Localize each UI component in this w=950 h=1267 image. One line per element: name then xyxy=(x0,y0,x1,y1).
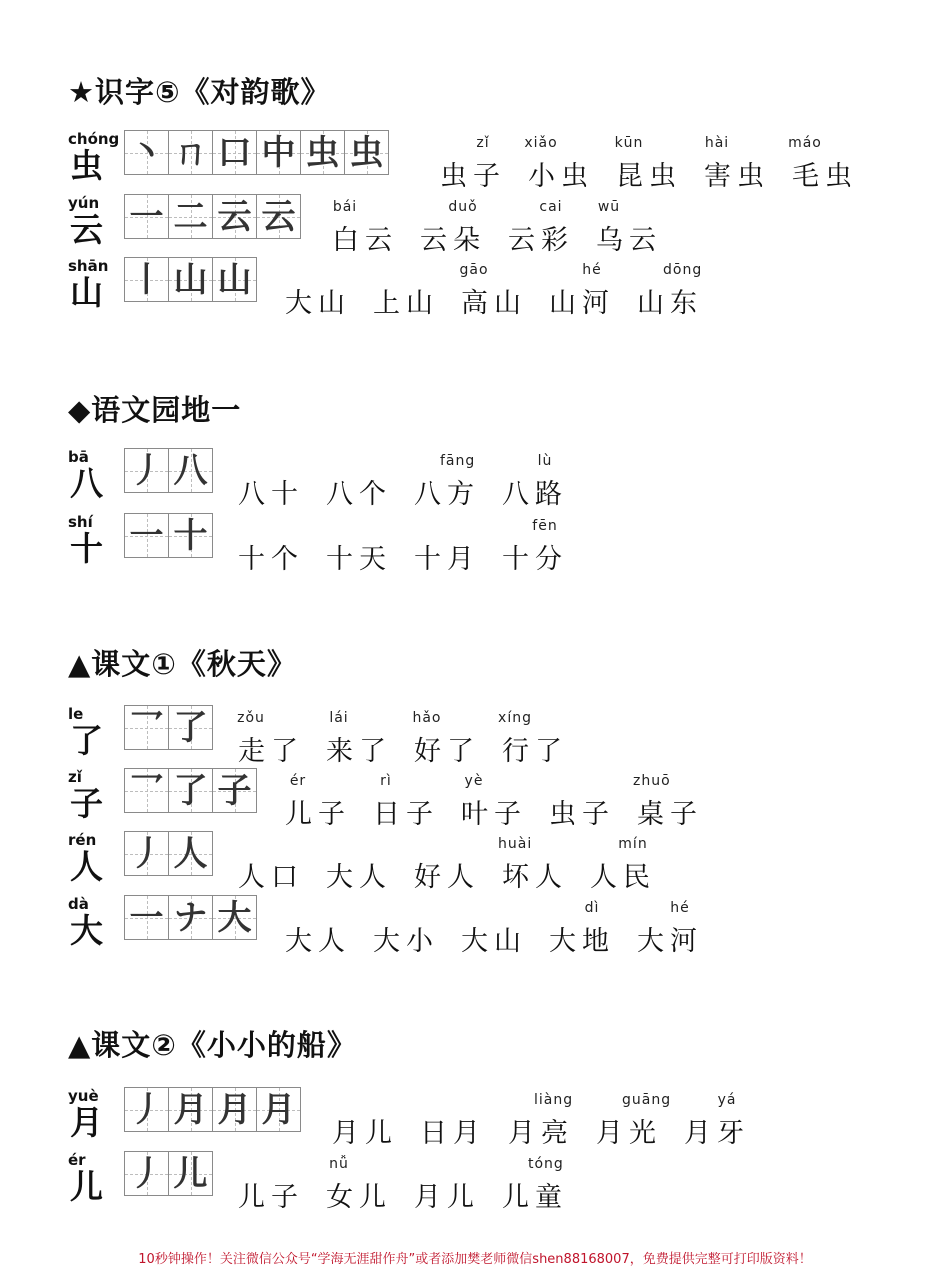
word-item xyxy=(420,1111,486,1150)
word-text: 上山 xyxy=(373,288,439,319)
stroke-step: ㄇ xyxy=(173,132,208,173)
word-text: 乌云 xyxy=(596,225,662,256)
char-main: 大 xyxy=(70,911,103,950)
word-list xyxy=(285,773,725,831)
stroke-cell xyxy=(124,257,169,302)
word-item xyxy=(414,453,480,511)
char-pinyin: zǐ xyxy=(68,768,82,786)
word-text: 大山 xyxy=(285,288,351,319)
word-item xyxy=(285,281,351,320)
char-main: 云 xyxy=(70,210,103,249)
stroke-cell xyxy=(124,895,169,940)
stroke-step: 丿 xyxy=(129,833,164,874)
word-text: 女儿 xyxy=(326,1182,392,1213)
word-pinyin: dì xyxy=(584,900,600,916)
stroke-step: 十 xyxy=(173,515,208,556)
section-title: ★识字⑤《对韵歌》 xyxy=(68,75,331,109)
char-pinyin: shān xyxy=(68,257,109,275)
word-pinyin: rì xyxy=(380,773,392,789)
word-list xyxy=(285,262,725,320)
stroke-grid xyxy=(124,768,256,813)
stroke-step: 虫 xyxy=(305,132,340,173)
stroke-step: 山 xyxy=(217,259,252,300)
word-item xyxy=(508,199,574,257)
word-text: 坏人 xyxy=(502,862,568,893)
word-list xyxy=(285,900,725,958)
word-pinyin: yè xyxy=(464,773,484,789)
word-text: 大山 xyxy=(461,926,527,957)
stroke-cell xyxy=(168,705,213,750)
stroke-cell xyxy=(168,1087,213,1132)
word-text: 叶子 xyxy=(461,799,527,830)
word-pinyin: hài xyxy=(704,135,730,151)
word-item xyxy=(590,836,656,894)
word-item xyxy=(502,518,568,576)
stroke-step: 大 xyxy=(217,897,252,938)
char-row xyxy=(68,194,948,262)
stroke-cell xyxy=(124,513,169,558)
char-row xyxy=(68,768,948,836)
word-pinyin: máo xyxy=(788,135,822,151)
word-item xyxy=(704,135,770,193)
stroke-cell xyxy=(124,1151,169,1196)
char-pinyin: yuè xyxy=(68,1087,99,1105)
word-text: 日子 xyxy=(373,799,439,830)
stroke-grid xyxy=(124,705,212,750)
word-list xyxy=(238,453,590,511)
word-pinyin: kūn xyxy=(614,135,644,151)
word-item xyxy=(524,135,594,193)
word-text: 大地 xyxy=(549,926,615,957)
word-item xyxy=(285,773,351,831)
word-item xyxy=(414,855,480,894)
stroke-cell xyxy=(212,768,257,813)
word-item xyxy=(332,199,398,257)
stroke-cell xyxy=(168,768,213,813)
word-list xyxy=(238,836,678,894)
word-item xyxy=(461,773,527,831)
stroke-step: 丿 xyxy=(129,1089,164,1130)
stroke-step: 丿 xyxy=(129,1153,164,1194)
word-pinyin: hé xyxy=(670,900,690,916)
word-item xyxy=(373,919,439,958)
word-text: 白云 xyxy=(332,225,398,256)
stroke-grid xyxy=(124,831,212,876)
char-row xyxy=(68,1087,948,1155)
word-item xyxy=(549,792,615,831)
word-item xyxy=(412,710,480,768)
stroke-cell xyxy=(124,194,169,239)
char-pinyin: chóng xyxy=(68,130,120,148)
word-pinyin: mín xyxy=(618,836,648,852)
stroke-cell xyxy=(212,130,257,175)
word-text: 大小 xyxy=(373,926,439,957)
footer-notice: 10秒钟操作！关注微信公众号“学海无涯甜作舟”或者添加樊老师微信shen88168007，免费提供完整可打印版资料！ xyxy=(138,1252,812,1267)
word-item xyxy=(549,262,615,320)
stroke-cell xyxy=(256,130,301,175)
stroke-step: 了 xyxy=(173,707,208,748)
word-list xyxy=(332,1092,772,1150)
char-main: 十 xyxy=(70,529,103,568)
word-text: 儿童 xyxy=(502,1182,568,1213)
word-text: 十天 xyxy=(326,544,392,575)
stroke-grid xyxy=(124,513,212,558)
word-pinyin: hé xyxy=(582,262,602,278)
stroke-cell xyxy=(124,130,169,175)
word-pinyin: liàng xyxy=(534,1092,574,1108)
word-item xyxy=(498,710,568,768)
char-row xyxy=(68,513,948,581)
stroke-step: 丿 xyxy=(129,450,164,491)
word-text: 人民 xyxy=(590,862,656,893)
word-text: 月亮 xyxy=(508,1118,574,1149)
char-main: 山 xyxy=(70,273,103,312)
word-text: 桌子 xyxy=(637,799,703,830)
stroke-step: 儿 xyxy=(173,1153,208,1194)
word-text: 行了 xyxy=(502,736,568,767)
stroke-cell xyxy=(168,513,213,558)
word-item xyxy=(326,855,392,894)
word-text: 大河 xyxy=(637,926,703,957)
word-item xyxy=(238,1175,304,1214)
char-pinyin: rén xyxy=(68,831,97,849)
stroke-step: 一 xyxy=(129,897,164,938)
word-text: 来了 xyxy=(326,736,392,767)
word-pinyin: huài xyxy=(498,836,533,852)
stroke-cell xyxy=(168,831,213,876)
word-item xyxy=(508,1092,574,1150)
word-item xyxy=(637,262,703,320)
word-list xyxy=(238,518,590,576)
word-item xyxy=(326,1156,392,1214)
word-pinyin: zhuō xyxy=(633,773,671,789)
stroke-step: 月 xyxy=(217,1089,252,1130)
word-pinyin: yá xyxy=(717,1092,737,1108)
stroke-cell xyxy=(168,895,213,940)
word-pinyin: gāo xyxy=(459,262,489,278)
char-main: 了 xyxy=(70,721,103,760)
word-text: 八方 xyxy=(414,479,480,510)
word-text: 虫子 xyxy=(440,161,506,192)
word-item xyxy=(414,537,480,576)
char-row xyxy=(68,831,948,899)
word-item xyxy=(637,900,703,958)
stroke-cell xyxy=(124,1087,169,1132)
word-text: 害虫 xyxy=(704,161,770,192)
stroke-step: 子 xyxy=(217,770,252,811)
stroke-step: 月 xyxy=(261,1089,296,1130)
word-pinyin: xíng xyxy=(498,710,532,726)
stroke-step: 了 xyxy=(173,770,208,811)
stroke-cell xyxy=(344,130,389,175)
word-item xyxy=(326,537,392,576)
stroke-cell xyxy=(256,194,301,239)
char-main: 儿 xyxy=(70,1167,103,1206)
stroke-cell xyxy=(212,194,257,239)
stroke-cell xyxy=(168,448,213,493)
word-item xyxy=(238,855,304,894)
word-pinyin: wū xyxy=(597,199,621,215)
word-text: 云彩 xyxy=(508,225,574,256)
section-title: ▲课文②《小小的船》 xyxy=(68,1028,357,1062)
word-pinyin: tóng xyxy=(528,1156,564,1172)
word-pinyin: duǒ xyxy=(448,199,478,215)
stroke-step: 乛 xyxy=(129,707,164,748)
stroke-cell xyxy=(300,130,345,175)
word-item xyxy=(614,135,682,193)
word-text: 山河 xyxy=(549,288,615,319)
char-pinyin: le xyxy=(68,705,84,723)
stroke-grid xyxy=(124,257,256,302)
word-item xyxy=(440,135,506,193)
char-pinyin: dà xyxy=(68,895,89,913)
word-item xyxy=(237,710,304,768)
word-item xyxy=(633,773,703,831)
char-row xyxy=(68,448,948,516)
word-text: 好人 xyxy=(414,862,480,893)
word-text: 十个 xyxy=(238,544,304,575)
stroke-step: 月 xyxy=(173,1089,208,1130)
word-item xyxy=(414,1175,480,1214)
word-text: 虫子 xyxy=(549,799,615,830)
stroke-grid xyxy=(124,194,300,239)
stroke-step: 二 xyxy=(173,196,208,237)
word-text: 大人 xyxy=(285,926,351,957)
word-item xyxy=(238,472,304,511)
word-item xyxy=(549,900,615,958)
stroke-cell xyxy=(168,194,213,239)
word-item xyxy=(461,919,527,958)
char-row xyxy=(68,1151,948,1219)
word-item xyxy=(332,1111,398,1150)
word-text: 八路 xyxy=(502,479,568,510)
word-item xyxy=(326,472,392,511)
stroke-step: 云 xyxy=(261,196,296,237)
char-row xyxy=(68,257,948,325)
stroke-step: 丶 xyxy=(129,132,164,173)
word-text: 大人 xyxy=(326,862,392,893)
char-row xyxy=(68,130,948,198)
word-text: 昆虫 xyxy=(616,161,682,192)
word-list xyxy=(238,1156,590,1214)
stroke-grid xyxy=(124,895,256,940)
word-text: 十月 xyxy=(414,544,480,575)
word-text: 小虫 xyxy=(528,161,594,192)
word-item xyxy=(373,281,439,320)
word-pinyin: xiǎo xyxy=(524,135,558,151)
stroke-step: 中 xyxy=(261,132,296,173)
stroke-cell xyxy=(168,130,213,175)
stroke-step: 一 xyxy=(129,515,164,556)
stroke-cell xyxy=(168,257,213,302)
word-pinyin: bái xyxy=(332,199,358,215)
word-text: 儿子 xyxy=(238,1182,304,1213)
stroke-cell xyxy=(124,705,169,750)
word-text: 月儿 xyxy=(414,1182,480,1213)
word-text: 人口 xyxy=(238,862,304,893)
word-item xyxy=(502,453,568,511)
char-row xyxy=(68,705,948,773)
stroke-grid xyxy=(124,1151,212,1196)
stroke-step: ナ xyxy=(173,897,208,938)
word-list xyxy=(440,135,880,193)
stroke-step: 一 xyxy=(129,196,164,237)
word-item xyxy=(420,199,486,257)
stroke-grid xyxy=(124,1087,300,1132)
word-item xyxy=(326,710,392,768)
word-item xyxy=(684,1092,750,1150)
char-row xyxy=(68,895,948,963)
word-item xyxy=(238,537,304,576)
word-text: 毛虫 xyxy=(792,161,858,192)
char-main: 虫 xyxy=(70,146,103,185)
word-item xyxy=(596,1092,672,1150)
char-main: 子 xyxy=(70,784,103,823)
word-pinyin: ér xyxy=(289,773,307,789)
word-pinyin: guāng xyxy=(622,1092,672,1108)
word-text: 儿子 xyxy=(285,799,351,830)
word-text: 月光 xyxy=(596,1118,662,1149)
char-main: 八 xyxy=(70,464,103,503)
word-text: 日月 xyxy=(420,1118,486,1149)
word-text: 八个 xyxy=(326,479,392,510)
section-title: ▲课文①《秋天》 xyxy=(68,647,297,681)
word-pinyin: zǒu xyxy=(237,710,265,726)
word-pinyin: hǎo xyxy=(412,710,442,726)
word-pinyin: lù xyxy=(537,453,553,469)
stroke-step: 乛 xyxy=(129,770,164,811)
stroke-step: 口 xyxy=(217,132,252,173)
char-pinyin: bā xyxy=(68,448,89,466)
char-main: 月 xyxy=(70,1103,103,1142)
char-pinyin: yún xyxy=(68,194,100,212)
word-text: 云朵 xyxy=(420,225,486,256)
word-item xyxy=(285,919,351,958)
stroke-cell xyxy=(212,257,257,302)
stroke-cell xyxy=(168,1151,213,1196)
word-pinyin: dōng xyxy=(663,262,703,278)
word-text: 十分 xyxy=(502,544,568,575)
word-item xyxy=(459,262,527,320)
word-item xyxy=(373,773,439,831)
stroke-step: 山 xyxy=(173,259,208,300)
word-pinyin: cai xyxy=(539,199,563,215)
char-pinyin: ér xyxy=(68,1151,86,1169)
word-pinyin: fēn xyxy=(532,518,558,534)
word-text: 月牙 xyxy=(684,1118,750,1149)
char-main: 人 xyxy=(70,847,103,886)
word-text: 走了 xyxy=(238,736,304,767)
word-text: 八十 xyxy=(238,479,304,510)
stroke-step: 八 xyxy=(173,450,208,491)
word-text: 月儿 xyxy=(332,1118,398,1149)
stroke-step: 虫 xyxy=(349,132,384,173)
word-item xyxy=(498,836,568,894)
stroke-cell xyxy=(124,448,169,493)
word-text: 高山 xyxy=(461,288,527,319)
stroke-cell xyxy=(212,1087,257,1132)
stroke-cell xyxy=(256,1087,301,1132)
word-list xyxy=(237,710,590,768)
stroke-step: 丨 xyxy=(129,259,164,300)
stroke-step: 人 xyxy=(173,833,208,874)
word-pinyin: fāng xyxy=(440,453,476,469)
word-list xyxy=(332,199,684,257)
word-item xyxy=(502,1156,568,1214)
word-item xyxy=(596,199,662,257)
char-pinyin: shí xyxy=(68,513,93,531)
stroke-cell xyxy=(124,768,169,813)
stroke-grid xyxy=(124,448,212,493)
stroke-cell xyxy=(124,831,169,876)
word-pinyin: nǚ xyxy=(329,1156,349,1172)
word-text: 山东 xyxy=(637,288,703,319)
word-item xyxy=(788,135,858,193)
stroke-grid xyxy=(124,130,388,175)
stroke-step: 云 xyxy=(217,196,252,237)
word-text: 好了 xyxy=(414,736,480,767)
word-pinyin: lái xyxy=(329,710,349,726)
stroke-cell xyxy=(212,895,257,940)
word-pinyin: zǐ xyxy=(476,135,490,151)
section-title: ◆语文园地一 xyxy=(68,393,242,427)
